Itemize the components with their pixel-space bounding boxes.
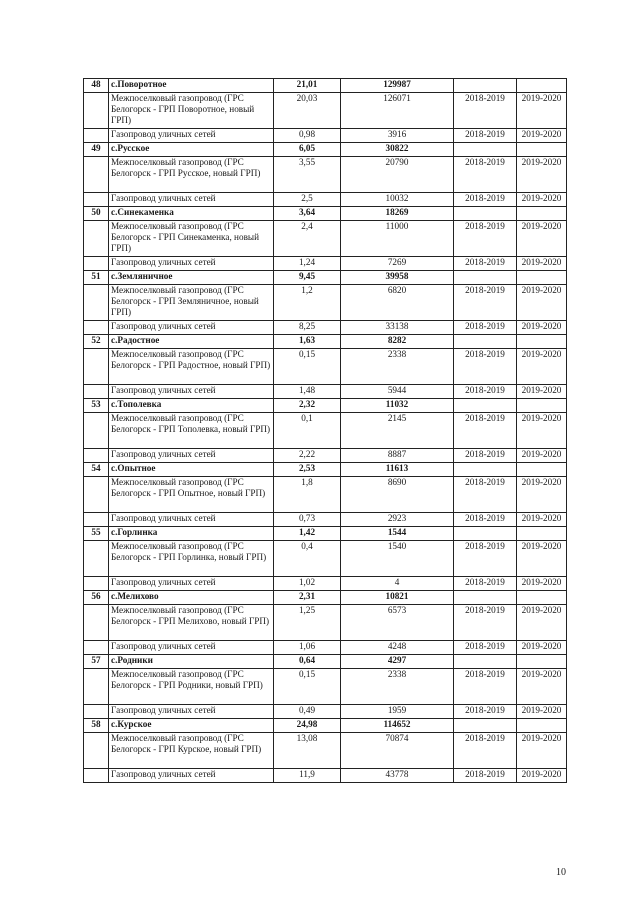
empty-cell [454,399,517,413]
pipeline-row [84,605,567,641]
row-number: 56 [84,591,109,605]
empty-cell [84,193,109,207]
construction-end: 2019-2020 [517,193,567,207]
pipeline-row [84,129,567,143]
empty-cell [84,449,109,463]
construction-start: 2018-2019 [454,605,517,641]
pipeline-row [84,513,567,527]
construction-start: 2018-2019 [454,513,517,527]
pipeline-length: 20,03 [274,93,341,129]
pipeline-name: Газопровод уличных сетей [109,577,274,591]
empty-cell [454,655,517,669]
pipeline-name: Газопровод уличных сетей [109,129,274,143]
pipeline-cost: 70874 [341,733,454,769]
settlement-row [84,335,567,349]
construction-end: 2019-2020 [517,705,567,719]
settlement-length: 21,01 [274,79,341,93]
empty-cell [454,143,517,157]
pipeline-row [84,641,567,655]
row-number: 54 [84,463,109,477]
construction-end: 2019-2020 [517,221,567,257]
construction-start: 2018-2019 [454,193,517,207]
settlement-length: 2,31 [274,591,341,605]
empty-cell [517,591,567,605]
pipeline-cost: 2923 [341,513,454,527]
empty-cell [84,221,109,257]
empty-cell [84,733,109,769]
settlement-cost: 39958 [341,271,454,285]
pipeline-length: 1,48 [274,385,341,399]
settlement-name: с.Земляничное [109,271,274,285]
construction-end: 2019-2020 [517,413,567,449]
settlement-cost: 8282 [341,335,454,349]
pipeline-row [84,477,567,513]
pipeline-length: 0,1 [274,413,341,449]
row-number: 51 [84,271,109,285]
row-number: 58 [84,719,109,733]
pipeline-cost: 1959 [341,705,454,719]
empty-cell [84,605,109,641]
settlement-cost: 4297 [341,655,454,669]
construction-start: 2018-2019 [454,769,517,783]
empty-cell [517,271,567,285]
pipeline-name: Газопровод уличных сетей [109,449,274,463]
settlement-length: 6,05 [274,143,341,157]
empty-cell [84,513,109,527]
pipeline-name: Межпоселковый газопровод (ГРС Белогорск - ГРП Родники, новый ГРП) [109,669,274,705]
pipeline-row [84,733,567,769]
empty-cell [517,399,567,413]
settlement-cost: 11032 [341,399,454,413]
empty-cell [84,769,109,783]
pipeline-cost: 6573 [341,605,454,641]
pipeline-length: 1,2 [274,285,341,321]
settlement-name: с.Русское [109,143,274,157]
pipeline-name: Газопровод уличных сетей [109,769,274,783]
pipeline-row [84,221,567,257]
pipeline-cost: 7269 [341,257,454,271]
row-number: 57 [84,655,109,669]
empty-cell [454,591,517,605]
settlement-cost: 1544 [341,527,454,541]
pipeline-length: 2,4 [274,221,341,257]
construction-start: 2018-2019 [454,221,517,257]
pipeline-name: Межпоселковый газопровод (ГРС Белогорск - ГРП Опытное, новый ГРП) [109,477,274,513]
empty-cell [517,527,567,541]
construction-start: 2018-2019 [454,541,517,577]
pipeline-length: 1,25 [274,605,341,641]
pipeline-cost: 2145 [341,413,454,449]
empty-cell [517,655,567,669]
empty-cell [517,79,567,93]
settlement-name: с.Поворотное [109,79,274,93]
settlement-row [84,271,567,285]
empty-cell [84,285,109,321]
settlement-row [84,79,567,93]
pipeline-row [84,705,567,719]
empty-cell [454,335,517,349]
empty-cell [454,271,517,285]
row-number: 53 [84,399,109,413]
pipeline-name: Межпоселковый газопровод (ГРС Белогорск - ГРП Тополевка, новый ГРП) [109,413,274,449]
settlement-length: 2,32 [274,399,341,413]
pipeline-name: Межпоселковый газопровод (ГРС Белогорск - ГРП Мелихово, новый ГРП) [109,605,274,641]
pipeline-row [84,541,567,577]
row-number: 48 [84,79,109,93]
gas-pipeline-table [83,78,567,783]
construction-start: 2018-2019 [454,641,517,655]
empty-cell [84,705,109,719]
empty-cell [84,157,109,193]
pipeline-row [84,193,567,207]
settlement-cost: 114652 [341,719,454,733]
row-number: 50 [84,207,109,221]
settlement-length: 1,42 [274,527,341,541]
pipeline-name: Газопровод уличных сетей [109,705,274,719]
pipeline-length: 2,5 [274,193,341,207]
pipeline-row [84,321,567,335]
table-body [84,79,567,783]
pipeline-row [84,257,567,271]
settlement-row [84,527,567,541]
pipeline-name: Межпоселковый газопровод (ГРС Белогорск - ГРП Синекаменка, новый ГРП) [109,221,274,257]
pipeline-cost: 10032 [341,193,454,207]
pipeline-name: Газопровод уличных сетей [109,257,274,271]
pipeline-row [84,285,567,321]
settlement-row [84,655,567,669]
settlement-length: 9,45 [274,271,341,285]
pipeline-name: Газопровод уличных сетей [109,385,274,399]
pipeline-length: 0,15 [274,669,341,705]
construction-end: 2019-2020 [517,349,567,385]
pipeline-cost: 2338 [341,349,454,385]
pipeline-cost: 6820 [341,285,454,321]
empty-cell [84,93,109,129]
empty-cell [517,463,567,477]
pipeline-name: Межпоселковый газопровод (ГРС Белогорск - ГРП Горлинка, новый ГРП) [109,541,274,577]
pipeline-row [84,769,567,783]
pipeline-length: 0,4 [274,541,341,577]
settlement-name: с.Опытное [109,463,274,477]
pipeline-row [84,449,567,463]
pipeline-length: 1,24 [274,257,341,271]
row-number: 55 [84,527,109,541]
construction-start: 2018-2019 [454,413,517,449]
pipeline-length: 13,08 [274,733,341,769]
construction-start: 2018-2019 [454,157,517,193]
empty-cell [454,207,517,221]
pipeline-length: 0,15 [274,349,341,385]
construction-start: 2018-2019 [454,477,517,513]
settlement-row [84,591,567,605]
settlement-length: 0,64 [274,655,341,669]
construction-start: 2018-2019 [454,733,517,769]
settlement-name: с.Радостное [109,335,274,349]
construction-end: 2019-2020 [517,477,567,513]
construction-end: 2019-2020 [517,285,567,321]
construction-start: 2018-2019 [454,385,517,399]
settlement-row [84,719,567,733]
empty-cell [84,257,109,271]
settlement-length: 3,64 [274,207,341,221]
pipeline-length: 11,9 [274,769,341,783]
pipeline-row [84,577,567,591]
pipeline-cost: 1540 [341,541,454,577]
pipeline-name: Межпоселковый газопровод (ГРС Белогорск - ГРП Земляничное, новый ГРП) [109,285,274,321]
row-number: 52 [84,335,109,349]
construction-end: 2019-2020 [517,577,567,591]
settlement-cost: 11613 [341,463,454,477]
construction-start: 2018-2019 [454,705,517,719]
pipeline-name: Газопровод уличных сетей [109,513,274,527]
pipeline-length: 1,02 [274,577,341,591]
construction-end: 2019-2020 [517,641,567,655]
settlement-name: с.Курское [109,719,274,733]
construction-end: 2019-2020 [517,541,567,577]
empty-cell [517,719,567,733]
empty-cell [454,527,517,541]
construction-end: 2019-2020 [517,449,567,463]
settlement-length: 24,98 [274,719,341,733]
pipeline-row [84,669,567,705]
empty-cell [84,669,109,705]
pipeline-cost: 11000 [341,221,454,257]
pipeline-row [84,413,567,449]
empty-cell [84,577,109,591]
pipeline-cost: 5944 [341,385,454,399]
construction-end: 2019-2020 [517,129,567,143]
settlement-cost: 18269 [341,207,454,221]
construction-end: 2019-2020 [517,513,567,527]
pipeline-row [84,157,567,193]
page-number: 10 [556,867,566,878]
pipeline-name: Газопровод уличных сетей [109,321,274,335]
pipeline-cost: 126071 [341,93,454,129]
settlement-row [84,143,567,157]
pipeline-name: Газопровод уличных сетей [109,193,274,207]
pipeline-name: Газопровод уличных сетей [109,641,274,655]
pipeline-row [84,93,567,129]
construction-end: 2019-2020 [517,257,567,271]
empty-cell [84,477,109,513]
construction-end: 2019-2020 [517,93,567,129]
row-number: 49 [84,143,109,157]
pipeline-length: 1,06 [274,641,341,655]
settlement-cost: 30822 [341,143,454,157]
pipeline-cost: 8887 [341,449,454,463]
construction-end: 2019-2020 [517,605,567,641]
settlement-name: с.Синекаменка [109,207,274,221]
settlement-row [84,399,567,413]
pipeline-length: 0,73 [274,513,341,527]
pipeline-row [84,349,567,385]
pipeline-length: 1,8 [274,477,341,513]
construction-end: 2019-2020 [517,669,567,705]
settlement-cost: 129987 [341,79,454,93]
pipeline-cost: 43778 [341,769,454,783]
pipeline-name: Межпоселковый газопровод (ГРС Белогорск - ГРП Курское, новый ГРП) [109,733,274,769]
pipeline-name: Межпоселковый газопровод (ГРС Белогорск - ГРП Радостное, новый ГРП) [109,349,274,385]
settlement-cost: 10821 [341,591,454,605]
construction-start: 2018-2019 [454,321,517,335]
empty-cell [517,335,567,349]
pipeline-cost: 3916 [341,129,454,143]
construction-end: 2019-2020 [517,321,567,335]
pipeline-name: Межпоселковый газопровод (ГРС Белогорск - ГРП Поворотное, новый ГРП) [109,93,274,129]
settlement-name: с.Мелихово [109,591,274,605]
settlement-name: с.Горлинка [109,527,274,541]
construction-end: 2019-2020 [517,157,567,193]
empty-cell [454,719,517,733]
pipeline-length: 0,98 [274,129,341,143]
construction-end: 2019-2020 [517,385,567,399]
pipeline-cost: 2338 [341,669,454,705]
empty-cell [517,207,567,221]
construction-start: 2018-2019 [454,669,517,705]
construction-start: 2018-2019 [454,349,517,385]
settlement-length: 1,63 [274,335,341,349]
construction-end: 2019-2020 [517,769,567,783]
settlement-name: с.Тополевка [109,399,274,413]
construction-start: 2018-2019 [454,285,517,321]
settlement-row [84,463,567,477]
empty-cell [84,349,109,385]
pipeline-cost: 4 [341,577,454,591]
settlement-name: с.Родники [109,655,274,669]
pipeline-length: 3,55 [274,157,341,193]
pipeline-name: Межпоселковый газопровод (ГРС Белогорск - ГРП Русское, новый ГРП) [109,157,274,193]
empty-cell [84,321,109,335]
construction-start: 2018-2019 [454,93,517,129]
pipeline-length: 8,25 [274,321,341,335]
construction-start: 2018-2019 [454,129,517,143]
pipeline-cost: 8690 [341,477,454,513]
empty-cell [84,641,109,655]
empty-cell [84,413,109,449]
empty-cell [517,143,567,157]
pipeline-length: 0,49 [274,705,341,719]
pipeline-cost: 4248 [341,641,454,655]
empty-cell [84,385,109,399]
empty-cell [454,463,517,477]
settlement-row [84,207,567,221]
pipeline-cost: 33138 [341,321,454,335]
settlement-length: 2,53 [274,463,341,477]
empty-cell [84,541,109,577]
empty-cell [84,129,109,143]
construction-start: 2018-2019 [454,577,517,591]
construction-start: 2018-2019 [454,257,517,271]
construction-end: 2019-2020 [517,733,567,769]
construction-start: 2018-2019 [454,449,517,463]
pipeline-length: 2,22 [274,449,341,463]
empty-cell [454,79,517,93]
pipeline-row [84,385,567,399]
pipeline-cost: 20790 [341,157,454,193]
